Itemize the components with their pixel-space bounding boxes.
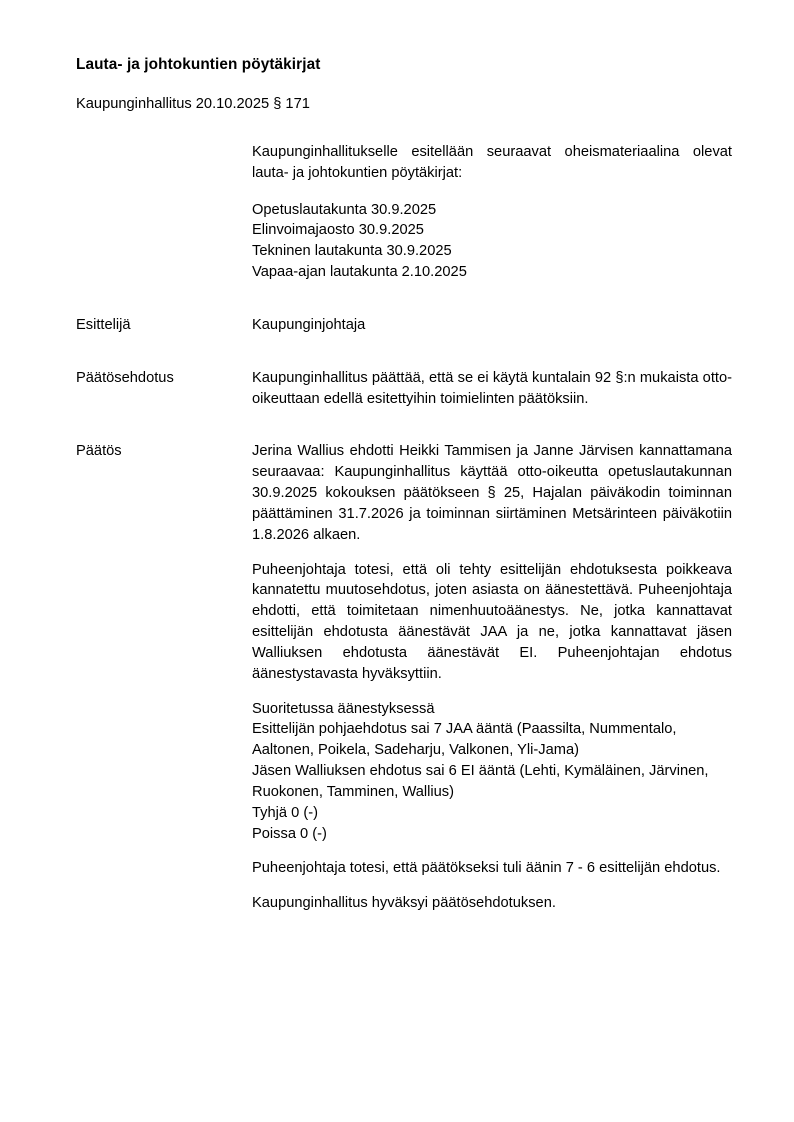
meeting-reference: Kaupunginhallitus 20.10.2025 § 171 xyxy=(76,96,310,112)
section-body-presenter xyxy=(252,315,732,336)
paragraph: Kaupunginjohtaja xyxy=(252,316,366,333)
vote-line: Suoritetussa äänestyksessä xyxy=(252,700,435,717)
section-body-decision xyxy=(252,441,732,914)
vote-line: Jäsen Walliuksen ehdotus sai 6 EI ääntä (Lehti, Kymäläinen, Järvinen, xyxy=(252,763,709,780)
paragraph: Kaupunginhallitus hyväksyi päätösehdotuksen. xyxy=(252,895,556,912)
section-label-presenter: Esittelijä xyxy=(76,316,131,333)
vote-line: Ruokonen, Tamminen, Wallius) xyxy=(252,783,455,800)
paragraph: Puheenjohtaja totesi, että päätökseksi tuli äänin 7 - 6 esittelijän ehdotus. xyxy=(252,860,721,877)
vote-line: Esittelijän pohjaehdotus sai 7 JAA ääntä (Paassilta, Nummentalo, xyxy=(252,721,677,738)
intro-text: Kaupunginhallitukselle esitellään seuraavat oheismateriaalina olevat lauta- ja johtokuntien pöytäkirjat: xyxy=(252,144,732,181)
paragraph: Puheenjohtaja totesi, että oli tehty esittelijän ehdotuksesta poikkeava kannatettu muutosehdotus, joten asiasta on äänestettävä. Puheenjohtaja ehdotti, että toimitetaan nimenhuutoäänestys. Ne, jotka kannattavat esittelijän ehdotusta äänestävät JAA ja ne, jotka kannattavat jäsen Walliuksen ehdotusta äänestävät EI. Puheenjohtajan ehdotus äänestystavasta hyväksyttiin. xyxy=(252,561,732,682)
list-item: Elinvoimajaosto 30.9.2025 xyxy=(252,222,424,239)
list-item: Tekninen lautakunta 30.9.2025 xyxy=(252,243,452,260)
section-label-proposal: Päätösehdotus xyxy=(76,369,174,386)
section-label-decision: Päätös xyxy=(76,443,122,460)
section-spacer xyxy=(76,350,732,368)
paragraph: Jerina Wallius ehdotti Heikki Tammisen ja Janne Järvisen kannattamana seuraavaa: Kaupunginhallitus käyttää otto-oikeutta opetuslautakunnan 30.9.2025 kokouksen päätökseen § 25, Hajalan päiväkodin toiminnan päättäminen 31.7.2026 ja toiminnan siirtäminen Metsärinteen päiväkotiin 1.8.2026 alkaen. xyxy=(252,443,732,543)
section-decision xyxy=(76,441,732,914)
list-item: Opetuslautakunta 30.9.2025 xyxy=(252,201,437,218)
section-proposal xyxy=(76,368,732,410)
vote-line: Tyhjä 0 (-) xyxy=(252,804,318,821)
intro-block xyxy=(76,142,732,283)
intro-body xyxy=(252,142,732,283)
vote-line: Aaltonen, Poikela, Sadeharju, Valkonen, Yli-Jama) xyxy=(252,742,579,759)
section-presenter xyxy=(76,315,732,336)
vote-result-block xyxy=(252,699,732,845)
section-body-proposal xyxy=(252,368,732,410)
section-spacer xyxy=(76,423,732,441)
vote-line: Poissa 0 (-) xyxy=(252,825,327,842)
list-item: Vapaa-ajan lautakunta 2.10.2025 xyxy=(252,264,467,281)
page-title: Lauta- ja johtokuntien pöytäkirjat xyxy=(76,56,321,73)
paragraph: Kaupunginhallitus päättää, että se ei käytä kuntalain 92 §:n mukaista otto-oikeuttaan edellä esitettyihin toimielinten päätöksiin. xyxy=(252,369,732,407)
section-spacer xyxy=(76,297,732,315)
